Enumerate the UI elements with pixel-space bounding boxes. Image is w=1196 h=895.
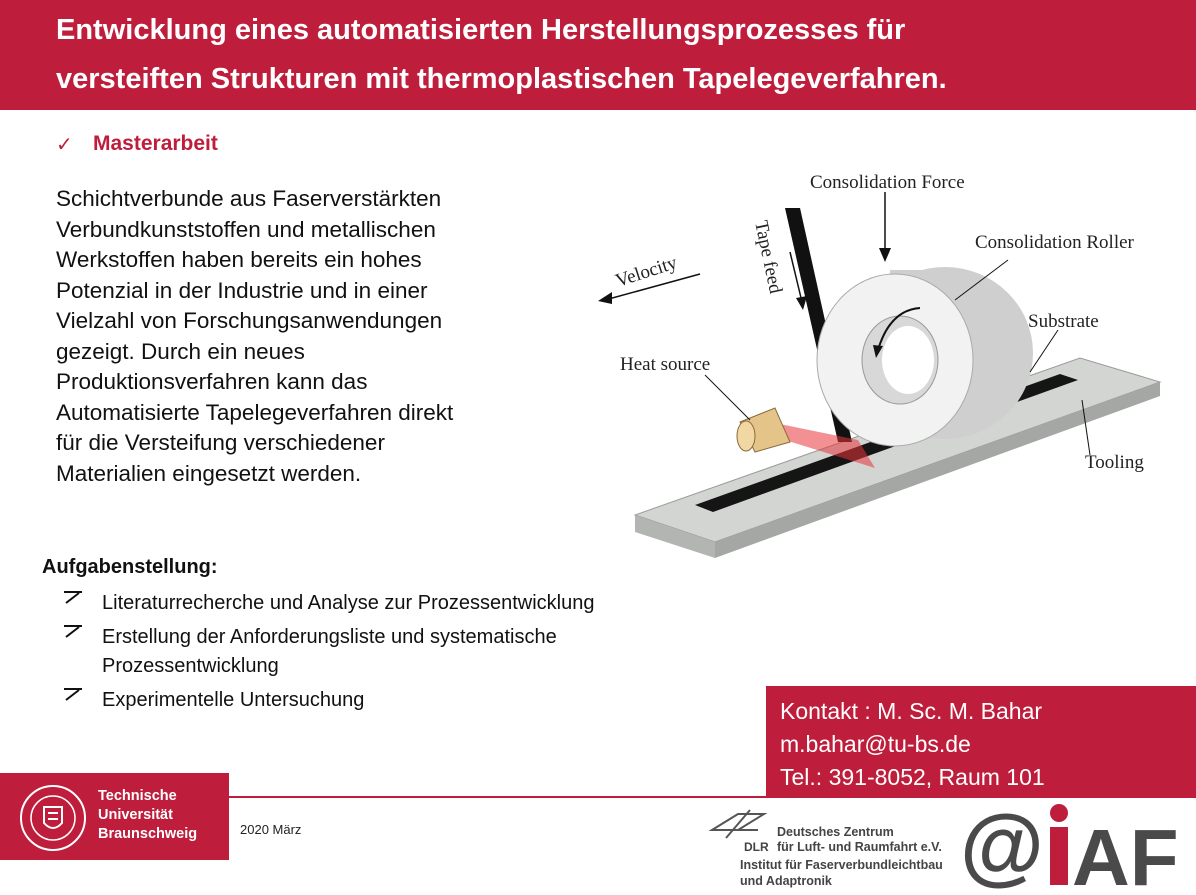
iaf-logo-icon: [960, 803, 1190, 891]
checkmark-icon: ✓: [56, 134, 73, 156]
description-line: Materialien eingesetzt werden.: [56, 460, 362, 486]
contact-phone-room: Tel.: 391-8052, Raum 101: [780, 764, 1045, 790]
tape-laying-process-figure: [590, 160, 1180, 560]
institute-name: Institut für Faserverbundleichtbau und Adaptronik: [740, 858, 943, 888]
university-name: Technische Universität Braunschweig: [98, 788, 198, 842]
title-line-1: Entwicklung eines automatisierten Herstellungsprozesses für: [56, 14, 906, 46]
label-consolidation-roller: Consolidation Roller: [975, 232, 1134, 253]
label-substrate: Substrate: [1028, 311, 1099, 332]
description-line: Vielzahl von Forschungsanwendungen: [56, 308, 443, 333]
label-heat-source: Heat source: [620, 354, 711, 375]
description-line: gezeigt. Durch ein neues: [56, 338, 305, 364]
description-line: Verbundkunststoffen und metallischen: [56, 216, 436, 242]
thesis-type-label: Masterarbeit: [93, 132, 218, 155]
description-line: Werkstoffen haben bereits ein hohes: [56, 247, 422, 272]
label-tape-feed: Tape feed: [750, 218, 787, 296]
task-text-continued: Prozessentwicklung: [102, 655, 279, 677]
label-consolidation-force: Consolidation Force: [810, 172, 965, 193]
title-line-2: versteiften Strukturen mit thermoplastischen Tapelegeverfahren.: [56, 63, 947, 95]
tu-braunschweig-logo: [0, 773, 229, 860]
task-heading: Aufgabenstellung:: [42, 556, 218, 578]
task-text: Experimentelle Untersuchung: [102, 689, 365, 711]
contact-name: Kontakt : M. Sc. M. Bahar: [780, 698, 1043, 724]
bullet-arrow-icon: [62, 622, 88, 643]
label-tooling: Tooling: [1085, 452, 1144, 473]
task-text: Erstellung der Anforderungsliste und systematische: [102, 626, 557, 648]
description-line: für die Versteifung verschiedener: [56, 430, 385, 455]
description-line: Produktionsverfahren kann das: [56, 369, 368, 394]
description-line: Schichtverbunde aus Faserverstärkten: [56, 186, 442, 211]
bullet-arrow-icon: [62, 685, 88, 706]
description-line: Automatisierte Tapelegeverfahren direkt: [56, 399, 454, 425]
date-label: 2020 März: [240, 822, 302, 837]
university-seal-icon: [18, 783, 88, 853]
description-paragraph: [56, 184, 536, 489]
consolidation-roller: [817, 267, 1033, 446]
description-line: Potenzial in der Industrie und in einer: [56, 277, 428, 303]
contact-box: [766, 686, 1196, 796]
dlr-abbreviation: DLR: [744, 840, 769, 854]
title-banner: [0, 0, 1196, 110]
footer-divider: [228, 796, 1196, 798]
bullet-arrow-icon: [62, 588, 88, 609]
label-velocity: Velocity: [613, 252, 680, 292]
contact-email[interactable]: m.bahar@tu-bs.de: [780, 731, 971, 757]
dlr-name: Deutsches Zentrum für Luft- und Raumfahrt e.V.: [777, 825, 942, 854]
svg-text:AF: AF: [1072, 813, 1179, 891]
svg-text:@: @: [960, 803, 1044, 891]
task-text: Literaturrecherche und Analyse zur Prozessentwicklung: [102, 592, 595, 614]
